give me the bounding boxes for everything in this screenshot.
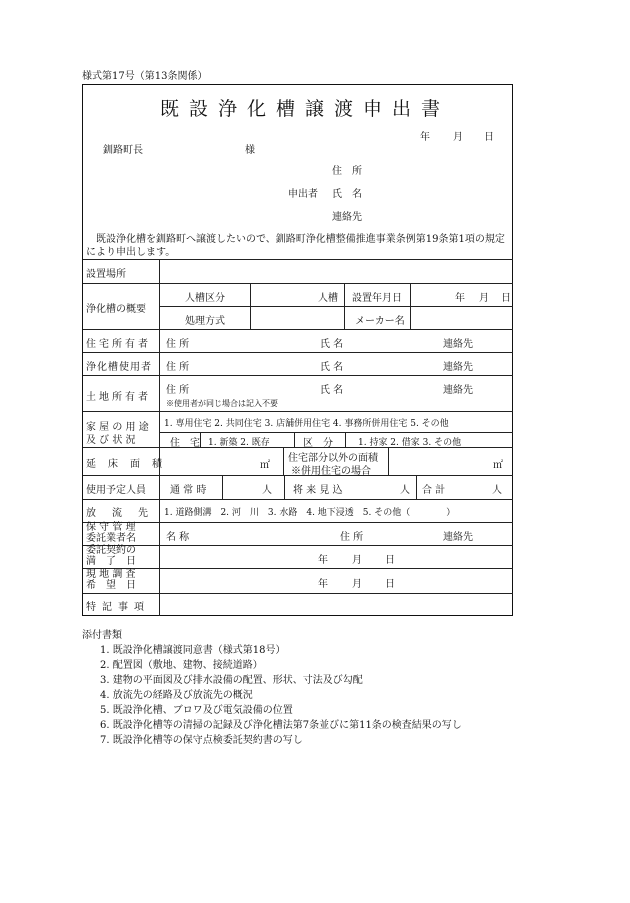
- install-year: 年: [455, 293, 465, 304]
- maker-label: メーカー名: [355, 316, 405, 327]
- date-day: 日: [484, 132, 494, 143]
- addressee-honorific: 様: [245, 145, 255, 156]
- row-divider: [83, 522, 513, 523]
- row-divider: [159, 306, 513, 307]
- maintenance-address-label: 住 所: [340, 532, 364, 543]
- row-divider: [83, 329, 513, 330]
- cell-divider: [200, 432, 201, 447]
- attachments-heading: 添付書類: [82, 630, 122, 641]
- maintenance-contact-label: 連絡先: [443, 532, 473, 543]
- owner-contact-label: 連絡先: [443, 339, 473, 350]
- cell-divider: [284, 475, 285, 499]
- label-planned-users: 使用予定人員: [86, 485, 146, 496]
- capacity-class-label: 人槽区分: [185, 293, 225, 304]
- row-divider: [83, 568, 513, 569]
- survey-year: 年: [318, 579, 328, 590]
- install-month: 月: [479, 293, 489, 304]
- row-divider: [83, 352, 513, 353]
- division-label: 区 分: [303, 438, 333, 449]
- total-users-label: 合 計: [422, 485, 446, 496]
- survey-day: 日: [385, 579, 395, 590]
- attachment-item: 6. 既設浄化槽等の清掃の記録及び浄化槽法第7条並びに第11条の検査結果の写し: [100, 720, 462, 731]
- house-use-options: 1. 専用住宅 2. 共同住宅 3. 店舗併用住宅 4. 事務所併用住宅 5. その他: [164, 419, 449, 429]
- label-floor-area: 延床面積: [86, 459, 174, 470]
- row-divider: [83, 499, 513, 500]
- label-maintenance-2: 委託業者名: [86, 533, 136, 544]
- label-house-owner: 住宅所有者: [86, 339, 151, 350]
- row-divider: [83, 259, 513, 260]
- cell-divider: [250, 283, 251, 329]
- row-divider: [83, 411, 513, 412]
- label-contract-expiry-1: 委託契約の: [86, 545, 136, 556]
- contract-expiry-month: 月: [352, 555, 362, 566]
- total-users-unit: 人: [492, 485, 502, 496]
- label-maintenance-1: 保 守 管 理: [86, 522, 136, 533]
- row-divider: [83, 283, 513, 284]
- label-location: 設置場所: [86, 269, 126, 280]
- label-remarks: 特記事項: [86, 602, 150, 613]
- cell-divider: [222, 475, 223, 499]
- attachment-item: 7. 既設浄化槽等の保守点検委託契約書の写し: [100, 735, 303, 746]
- normal-users-label: 通 常 時: [170, 485, 207, 496]
- capacity-unit: 人槽: [318, 293, 338, 304]
- future-users-label: 将 来 見 込: [293, 485, 343, 496]
- install-day: 日: [501, 293, 511, 304]
- form-title: 既設浄化槽譲渡申出書: [160, 98, 451, 120]
- declaration-text: 既設浄化槽を釧路町へ譲渡したいので、釧路町浄化槽整備推進事業条例第19条第1項の規定により申出します。: [86, 234, 505, 258]
- label-column-divider: [159, 259, 160, 616]
- form-number: 様式第17号（第13条関係）: [82, 71, 208, 82]
- attachment-item: 1. 既設浄化槽譲渡同意書（様式第18号）: [100, 645, 286, 656]
- row-divider: [83, 375, 513, 376]
- cell-divider: [388, 447, 389, 475]
- other-area-unit: ㎡: [493, 460, 503, 471]
- maintenance-name-label: 名 称: [166, 532, 190, 543]
- contract-expiry-year: 年: [318, 555, 328, 566]
- cell-divider: [345, 432, 346, 447]
- label-discharge: 放流先: [86, 508, 164, 519]
- floor-area-unit: ㎡: [260, 460, 270, 471]
- label-survey-date-1: 現 地 調 査: [86, 569, 136, 580]
- house-status-options: 1. 新築 2. 既存: [208, 438, 270, 448]
- user-address-label: 住 所: [166, 362, 190, 373]
- addressee-name: 釧路町長: [103, 145, 143, 156]
- applicant-name-label: 氏 名: [332, 189, 362, 200]
- future-users-unit: 人: [400, 485, 410, 496]
- attachment-item: 3. 建物の平面図及び排水設備の配置、形状、寸法及び勾配: [100, 675, 363, 686]
- other-area-label-2: ※併用住宅の場合: [291, 466, 371, 477]
- attachment-item: 4. 放流先の経路及び放流先の概況: [100, 690, 253, 701]
- attachment-item: 5. 既設浄化槽、ブロワ及び電気設備の位置: [100, 705, 293, 716]
- house-label: 住 宅: [170, 438, 200, 449]
- install-date-label: 設置年月日: [352, 293, 402, 304]
- user-contact-label: 連絡先: [443, 362, 473, 373]
- applicant-address-label: 住 所: [332, 166, 362, 177]
- land-owner-contact-label: 連絡先: [443, 385, 473, 396]
- land-owner-name-label: 氏 名: [320, 385, 344, 396]
- cell-divider: [344, 283, 345, 329]
- contract-expiry-day: 日: [385, 555, 395, 566]
- cell-divider: [410, 283, 411, 329]
- normal-users-unit: 人: [262, 485, 272, 496]
- label-survey-date-2: 希 望 日: [86, 580, 136, 591]
- owner-name-label: 氏 名: [320, 339, 344, 350]
- date-month: 月: [453, 132, 463, 143]
- discharge-options: 1. 道路側溝 2. 河 川 3. 水路 4. 地下浸透 5. その他（ ）: [164, 508, 456, 518]
- label-house-use-2: 及 び 状 況: [86, 435, 136, 446]
- cell-divider: [283, 447, 284, 475]
- label-house-use-1: 家 屋 の 用 途: [86, 422, 149, 433]
- label-land-owner: 土地所有者: [86, 392, 151, 403]
- division-options: 1. 持家 2. 借家 3. その他: [358, 438, 462, 448]
- land-owner-note: ※使用者が同じ場合は記入不要: [166, 399, 278, 408]
- row-divider: [159, 432, 513, 433]
- cell-divider: [416, 475, 417, 499]
- user-name-label: 氏 名: [320, 362, 344, 373]
- row-divider: [83, 545, 513, 546]
- applicant-contact-label: 連絡先: [332, 212, 362, 223]
- cell-divider: [294, 432, 295, 447]
- applicant-label: 申出者: [288, 189, 318, 200]
- survey-month: 月: [352, 579, 362, 590]
- label-tank-overview: 浄化槽の概要: [86, 304, 146, 315]
- row-divider: [83, 593, 513, 594]
- attachment-item: 2. 配置図（敷地、建物、接続道路）: [100, 660, 263, 671]
- treatment-method-label: 処理方式: [185, 316, 225, 327]
- owner-address-label: 住 所: [166, 339, 190, 350]
- label-tank-user: 浄化槽使用者: [86, 362, 152, 373]
- land-owner-address-label: 住 所: [166, 385, 190, 396]
- label-contract-expiry-2: 満 了 日: [86, 556, 136, 567]
- other-area-label-1: 住宅部分以外の面積: [288, 453, 378, 464]
- date-year: 年: [420, 132, 430, 143]
